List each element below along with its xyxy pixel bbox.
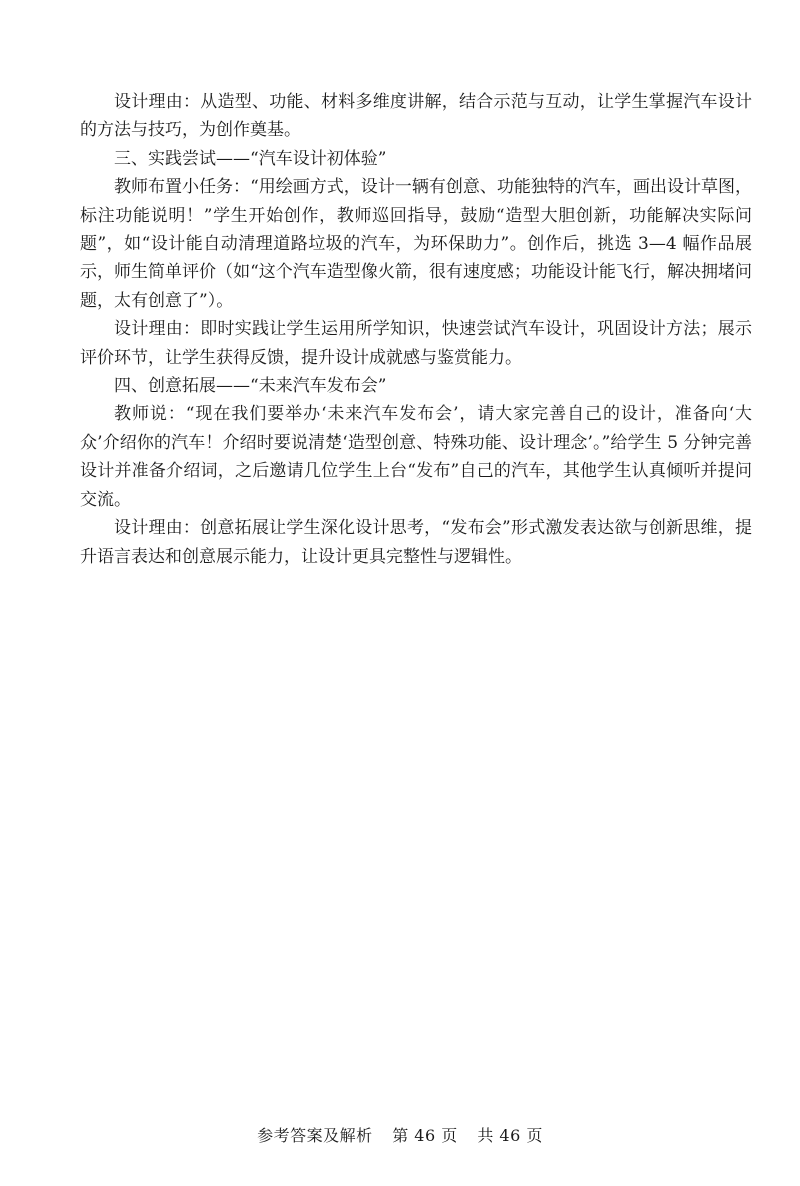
footer-page-number: 第 46 页 bbox=[392, 1126, 458, 1145]
section-heading-extension: 四、创意拓展——“未来汽车发布会” bbox=[114, 376, 387, 397]
paragraph-design-rationale-1: 设计理由：从造型、功能、材料多维度讲解，结合示范与互动，让学生掌握汽车设计的方法与技巧，为创作奠基。 bbox=[80, 92, 752, 141]
page-footer bbox=[0, 1124, 800, 1148]
paragraph-design-rationale-3: 设计理由：创意拓展让学生深化设计思考，“发布会”形式激发表达欲与创新思维，提升语言表达和创意展示能力，让设计更具完整性与逻辑性。 bbox=[80, 518, 752, 567]
document-body bbox=[80, 88, 752, 571]
footer-total-pages: 共 46 页 bbox=[477, 1126, 543, 1145]
footer-title: 参考答案及解析 bbox=[257, 1126, 373, 1145]
paragraph-practice-task: 教师布置小任务：“用绘画方式，设计一辆有创意、功能独特的汽车，画出设计草图，标注功能说明！”学生开始创作，教师巡回指导，鼓励“造型大胆创新，功能解决实际问题”，如“设计能自动清理道路垃圾的汽车，为环保助力”。创作后，挑选 3—4 幅作品展示，师生简单评价（如“这个汽车造型像火箭，很有速度感；功能设计能飞行，解决拥堵问题，太有创意了”）。 bbox=[80, 177, 752, 311]
section-heading-practice: 三、实践尝试——“汽车设计初体验” bbox=[114, 148, 387, 169]
paragraph-design-rationale-2: 设计理由：即时实践让学生运用所学知识，快速尝试汽车设计，巩固设计方法；展示评价环节，让学生获得反馈，提升设计成就感与鉴赏能力。 bbox=[80, 319, 752, 368]
paragraph-launch-event: 教师说：“现在我们要举办‘未来汽车发布会’，请大家完善自己的设计，准备向‘大众’介绍你的汽车！介绍时要说清楚‘造型创意、特殊功能、设计理念’。”给学生 5 分钟完善设计并准备介绍词，之后邀请几位学生上台“发布”自己的汽车，其他学生认真倾听并提问交流。 bbox=[80, 404, 752, 510]
